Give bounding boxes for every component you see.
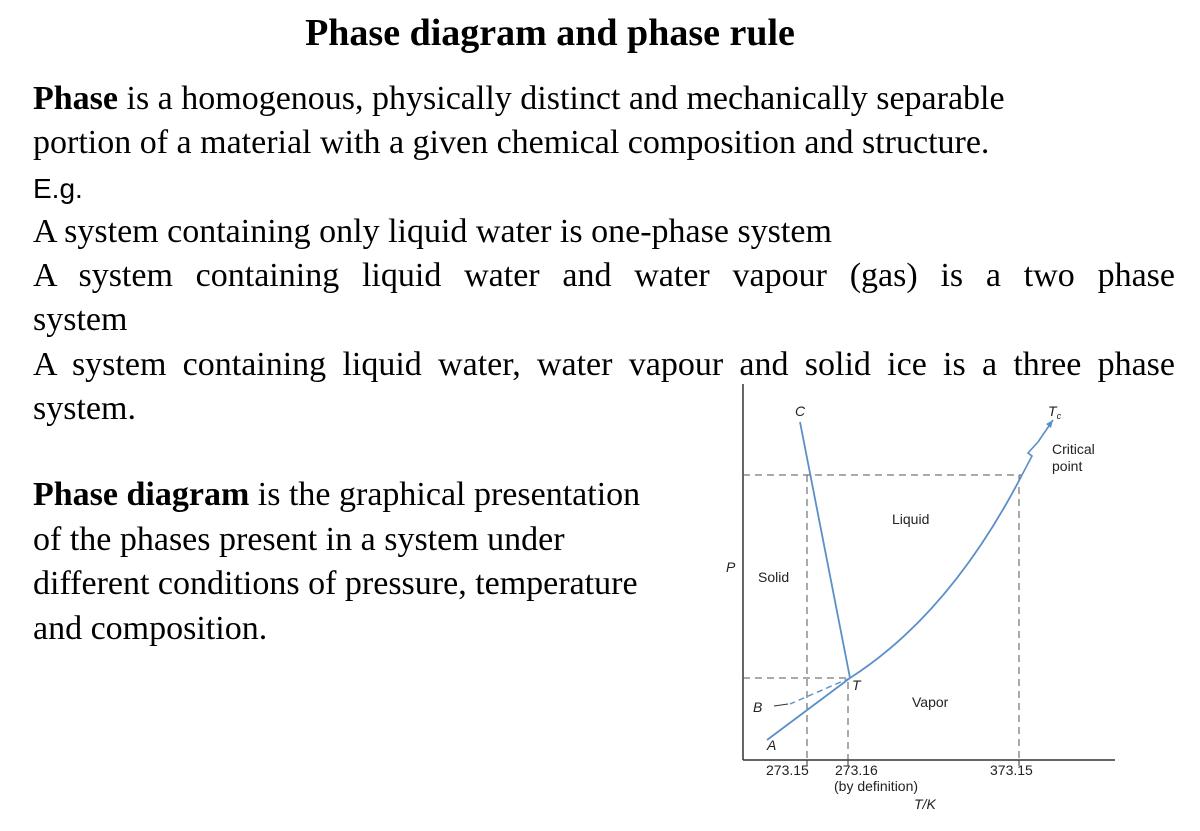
example-two-phase-line-1: A system containing liquid water and water vapour (gas) is a two phase [33,257,1175,294]
x-axis-label: T/K [914,796,936,812]
phase-definition-line-2: portion of a material with a given chemical composition and structure. [33,124,990,161]
triple-point-label: T [852,677,861,693]
tick-label-373-15: 373.15 [990,762,1033,778]
vapor-region-label: Vapor [912,694,949,710]
tick-label-273-16: 273.16 [835,762,878,778]
example-heading: E.g. [33,173,83,204]
phase-diagram-definition-line-2: of the phases present in a system under [33,521,565,558]
phase-term: Phase [33,80,118,117]
critical-point-label-line-1: Critical [1052,441,1095,457]
phase-diagram-definition-text-1: is the graphical presentation [249,476,641,513]
solid-vapor-boundary [767,678,850,740]
critical-temperature-label [1048,403,1062,421]
example-one-phase: A system containing only liquid water is one-phase system [33,213,832,250]
phase-diagram-definition-line-4: and composition. [33,610,268,647]
tc-subscript: c [1056,411,1062,421]
phase-definition-text-1: is a homogenous, physically distinct and mechanically separable [118,80,1005,117]
tick-label-273-15: 273.15 [766,762,809,778]
liquid-region-label: Liquid [892,511,930,527]
point-a-label: A [767,737,777,753]
y-axis-label: P [726,559,736,575]
tick-note-by-definition: (by definition) [834,778,919,794]
critical-point-label-line-2: point [1052,458,1083,474]
example-three-phase-line-2: system. [33,390,136,427]
liquid-vapor-boundary [850,475,1022,678]
tc-arrowhead [1046,420,1053,428]
example-three-phase-line-1: A system containing liquid water, water vapour and solid ice is a three phase [33,346,1175,383]
point-c-label: C [795,403,806,419]
solid-region-label: Solid [758,569,790,585]
tc-symbol: T [1048,403,1057,419]
page-title: Phase diagram and phase rule [305,12,795,54]
phase-diagram-term: Phase diagram [33,476,250,513]
point-b-pointer [774,704,788,706]
example-two-phase-line-2: system [33,301,128,338]
phase-definition-line-1 [33,77,1005,121]
break-mark [1022,442,1038,475]
phase-diagram-definition-line-3: different conditions of pressure, temperature [33,565,638,602]
water-phase-diagram [720,384,1120,824]
point-b-label: B [753,699,763,715]
phase-diagram-definition-line-1 [33,473,640,517]
